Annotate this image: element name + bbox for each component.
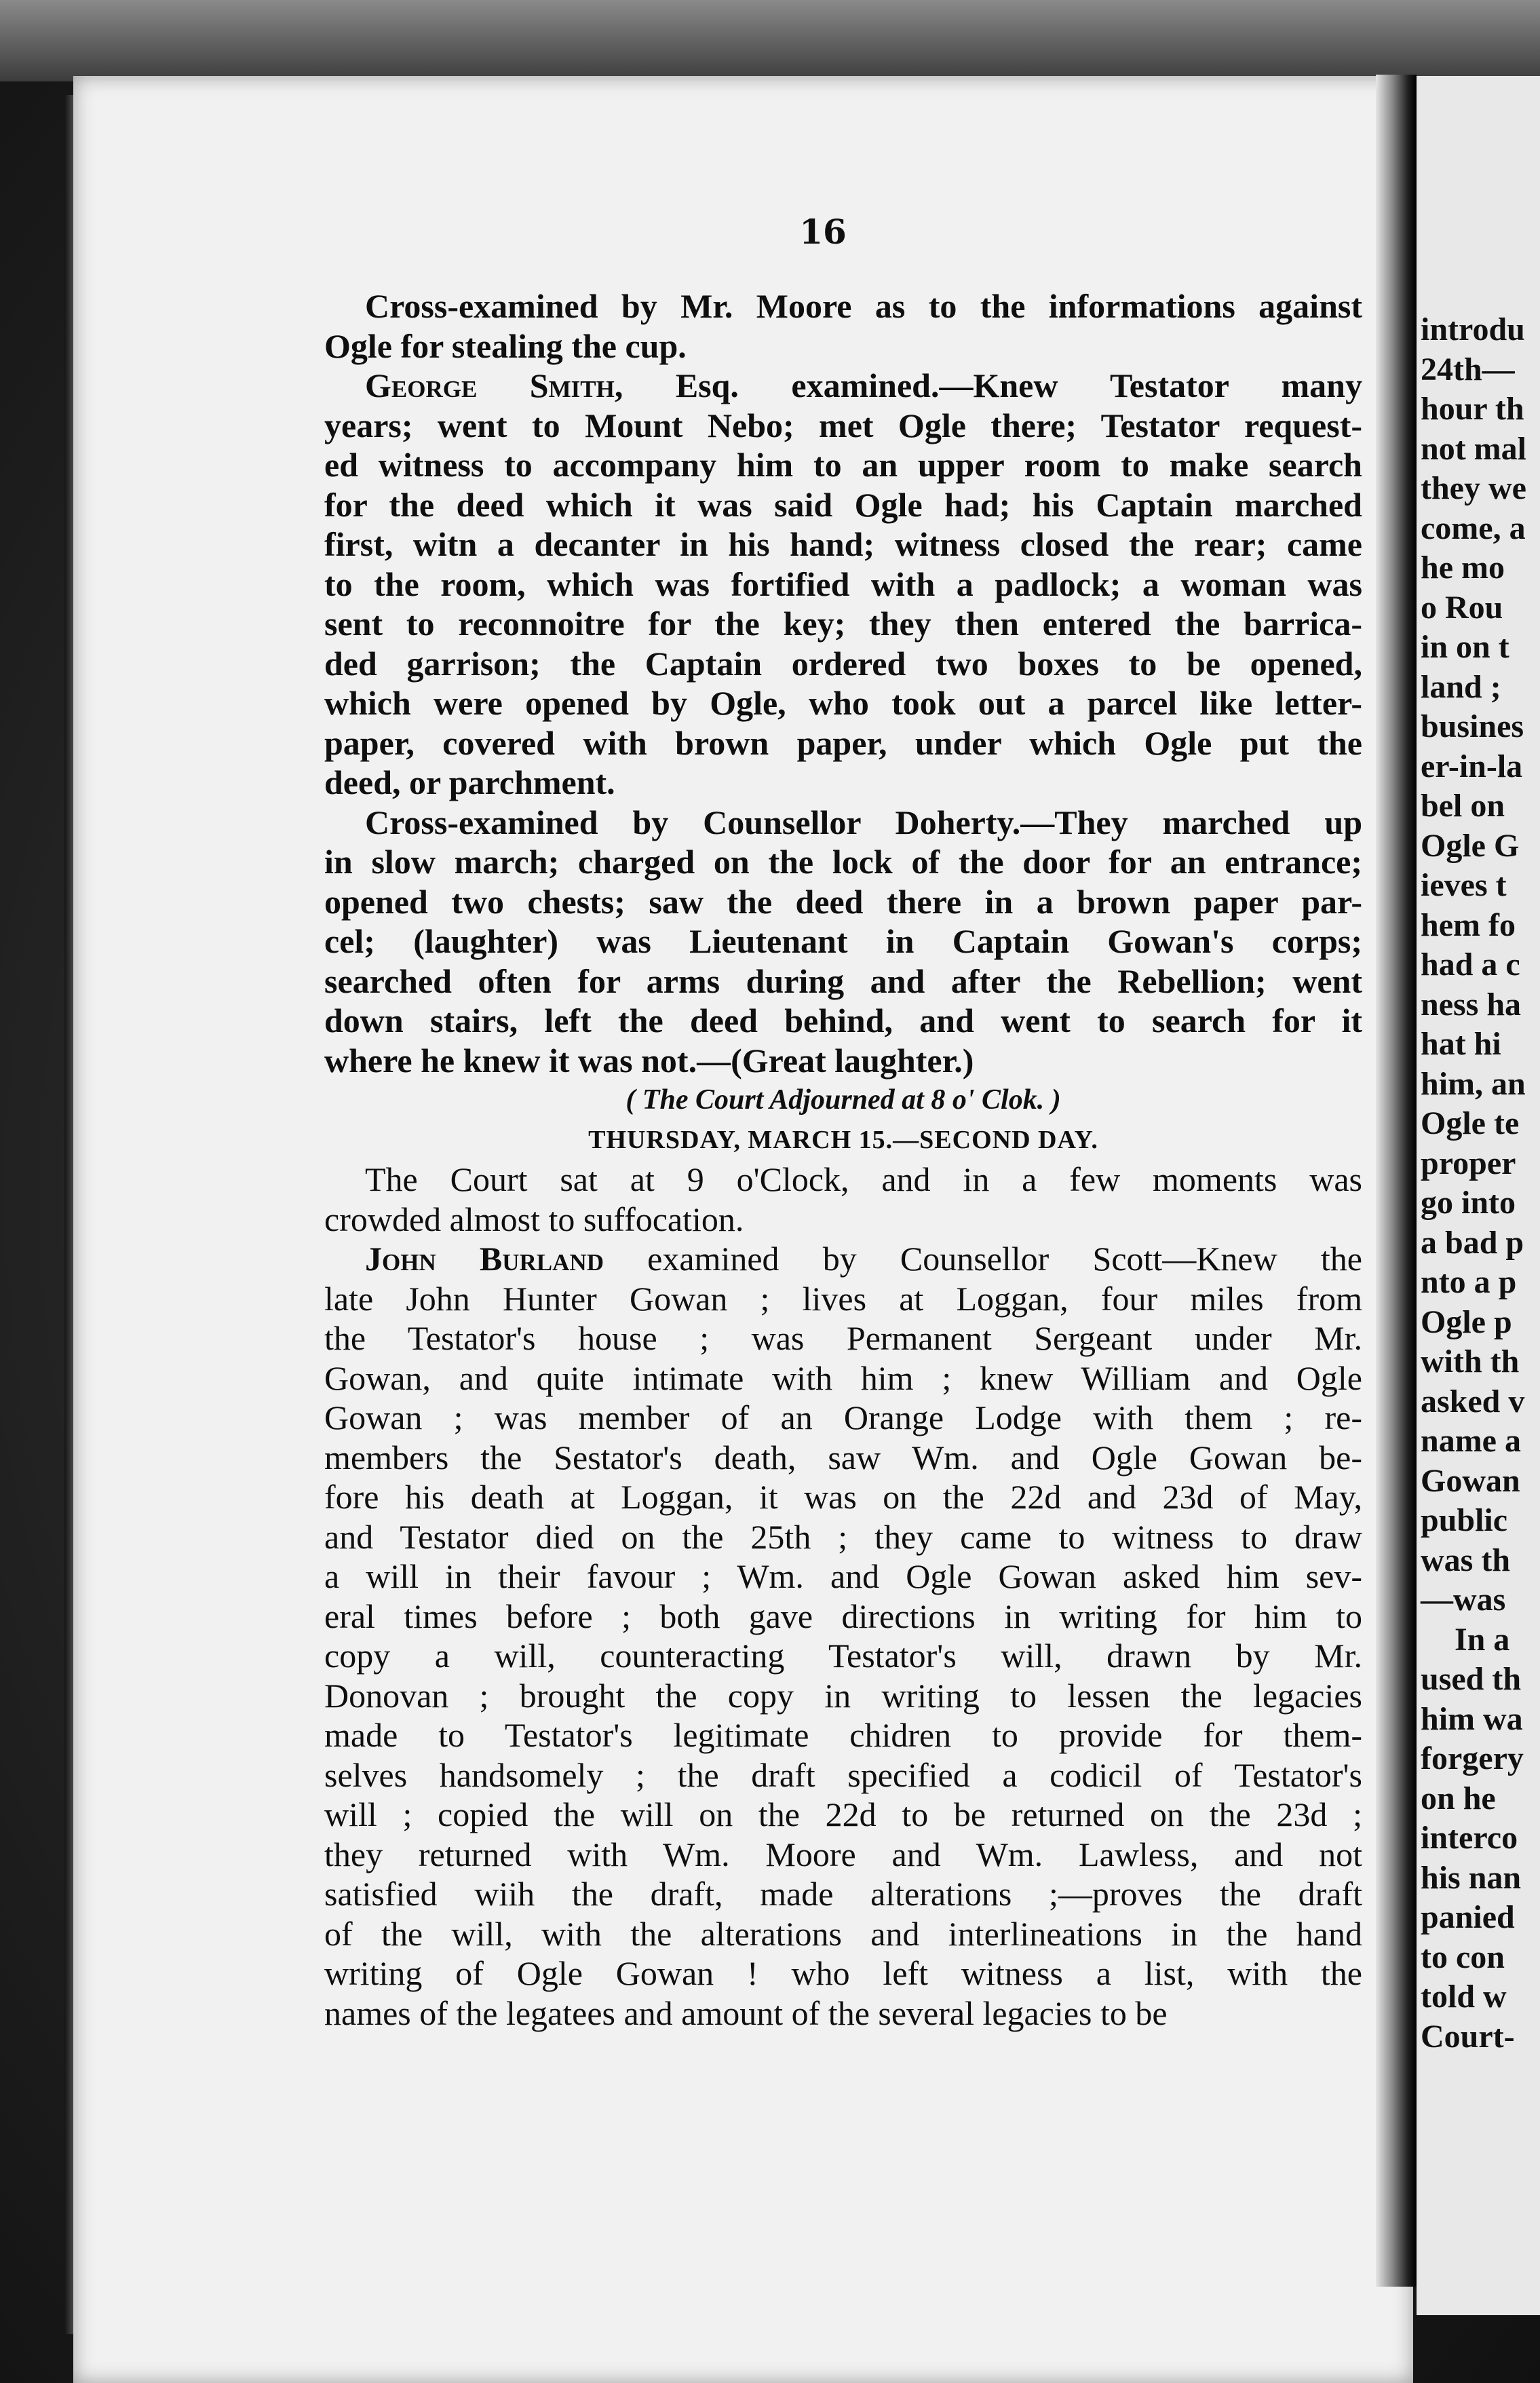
page-gutter — [1376, 75, 1417, 2287]
facing-line: Ogle te — [1421, 1105, 1520, 1141]
facing-line: busines — [1421, 708, 1524, 744]
text-line — [324, 1041, 1362, 1081]
facing-line: er-in-la — [1421, 748, 1523, 784]
line-text: Donovan ; brought the copy in writing to lessen the legacies — [324, 1676, 1362, 1715]
line-text: ed witness to accompany him to an upper room to make search — [324, 446, 1362, 484]
facing-line: Ogle p — [1421, 1303, 1512, 1340]
line-text: paper, covered with brown paper, under which Ogle put the — [324, 723, 1362, 762]
line-text: The Court sat at 9 o'Clock, and in a few moments was — [365, 1160, 1362, 1198]
text-line — [324, 1200, 1362, 1240]
text-line — [324, 1715, 1362, 1755]
line-text: Gowan ; was member of an Orange Lodge with them ; re- — [324, 1398, 1362, 1436]
line-text: where he knew it was not.—(Great laughter.) — [324, 1041, 974, 1080]
text-line — [324, 803, 1362, 843]
facing-line: —was — [1421, 1582, 1506, 1618]
paragraph-p7 — [324, 1239, 1362, 2033]
text-line — [324, 445, 1362, 485]
line-text: in slow march; charged on the lock of the door for an entrance; — [324, 843, 1362, 881]
text-line — [324, 723, 1362, 763]
text-line — [324, 1557, 1362, 1597]
facing-page — [1417, 76, 1540, 2315]
text-line — [324, 1398, 1362, 1438]
text-line — [324, 1953, 1362, 1994]
text-line — [324, 1318, 1362, 1358]
facing-page-text — [1421, 310, 1540, 2057]
line-text: members the Sestator's death, saw Wm. and Ogle Gowan be- — [324, 1438, 1362, 1476]
line-text: the Testator's house ; was Permanent Sergeant under Mr. — [324, 1319, 1362, 1357]
line-text: Gowan, and quite intimate with him ; knew William and Ogle — [324, 1358, 1362, 1397]
facing-line: in on t — [1421, 629, 1509, 665]
facing-line: Court- — [1421, 2018, 1515, 2055]
paragraph-p2 — [324, 366, 1362, 803]
text-line — [324, 1001, 1362, 1041]
line-text: satisfied wiih the draft, made alterations ;—proves the draft — [324, 1875, 1362, 1913]
facing-line: introdu — [1421, 311, 1525, 347]
facing-line: hour th — [1421, 391, 1524, 427]
witness-name: George Smith, — [365, 366, 623, 404]
text-line — [324, 366, 1362, 406]
text-line — [324, 1636, 1362, 1676]
text-line — [324, 882, 1362, 922]
facing-line: panied — [1421, 1899, 1515, 1935]
facing-line: ieves t — [1421, 867, 1507, 903]
facing-line: with th — [1421, 1343, 1520, 1379]
line-text: deed, or parchment. — [324, 763, 615, 801]
line-text: Esq. examined.—Knew Testator many — [623, 366, 1362, 404]
facing-line: interco — [1421, 1820, 1518, 1856]
facing-line: hat hi — [1421, 1026, 1501, 1062]
line-text: down stairs, left the deed behind, and went to search for it — [324, 1002, 1362, 1040]
text-line — [324, 1835, 1362, 1875]
facing-line: asked v — [1421, 1383, 1525, 1419]
facing-line: used th — [1421, 1661, 1522, 1697]
paragraph-p1 — [324, 286, 1362, 366]
facing-line: to con — [1421, 1939, 1505, 1975]
line-text: will ; copied the will on the 22d to be returned on the 23d ; — [324, 1795, 1362, 1833]
text-line — [324, 604, 1362, 644]
facing-line: o Rou — [1421, 589, 1503, 626]
text-line — [324, 1914, 1362, 1954]
line-text: crowded almost to suffocation. — [324, 1200, 744, 1238]
adjournment-note: ( The Court Adjourned at 8 o' Clok. ) — [625, 1084, 1061, 1116]
facing-line: proper — [1421, 1145, 1516, 1181]
facing-line: hem fo — [1421, 907, 1516, 943]
page-number: 16 — [799, 212, 847, 252]
line-text: names of the legatees and amount of the several legacies to be — [324, 1994, 1168, 2032]
facing-line: told w — [1421, 1979, 1507, 2015]
text-line — [324, 644, 1362, 684]
facing-line: Ogle G — [1421, 827, 1520, 864]
text-line — [324, 1676, 1362, 1716]
line-text: searched often for arms during and after the Rebellion; went — [324, 961, 1362, 1000]
text-line — [324, 1279, 1362, 1319]
paragraph-p6 — [324, 1160, 1362, 1239]
paragraph-p4 — [324, 1080, 1362, 1120]
scan-top-band — [0, 0, 1540, 81]
text-line — [324, 1874, 1362, 1914]
line-text: made to Testator's legitimate chidren to provide for them- — [324, 1716, 1362, 1754]
text-line — [324, 961, 1362, 1002]
line-text: Cross-examined by Counsellor Doherty.—They marched up — [365, 803, 1362, 841]
line-text: sent to reconnoitre for the key; they then entered the barrica- — [324, 605, 1362, 643]
paragraph-p3 — [324, 803, 1362, 1081]
text-line — [324, 406, 1362, 446]
facing-line: his nan — [1421, 1859, 1522, 1896]
witness-name: John Burland — [365, 1240, 604, 1278]
facing-line: ness ha — [1421, 986, 1522, 1023]
facing-line: had a c — [1421, 947, 1520, 983]
facing-line: him, an — [1421, 1065, 1526, 1102]
paragraph-p5 — [324, 1120, 1362, 1160]
line-text: late John Hunter Gowan ; lives at Loggan, four miles from — [324, 1279, 1362, 1318]
section-heading: THURSDAY, MARCH 15.—SECOND DAY. — [588, 1125, 1098, 1154]
line-text: writing of Ogle Gowan ! who left witness a list, with the — [324, 1954, 1362, 1992]
facing-line: public — [1421, 1502, 1508, 1538]
line-text: they returned with Wm. Moore and Wm. Lawless, and not — [324, 1835, 1362, 1873]
text-line — [324, 525, 1362, 565]
text-line — [324, 1994, 1362, 2034]
line-text: first, witn a decanter in his hand; witness closed the rear; came — [324, 525, 1362, 563]
facing-line: go into — [1421, 1185, 1516, 1221]
line-text: eral times before ; both gave directions in writing for him to — [324, 1597, 1362, 1635]
text-line — [324, 1795, 1362, 1835]
facing-line: he mo — [1421, 550, 1505, 586]
text-line — [324, 1160, 1362, 1200]
page-content — [324, 212, 1362, 2033]
facing-line: on he — [1421, 1780, 1496, 1816]
line-text: for the deed which it was said Ogle had; his Captain marched — [324, 485, 1362, 524]
line-text: years; went to Mount Nebo; met Ogle there; Testator request- — [324, 406, 1362, 444]
line-text: Ogle for stealing the cup. — [324, 326, 687, 365]
facing-line: 24th— — [1421, 351, 1515, 387]
body-text — [324, 286, 1362, 2033]
facing-line: In a — [1455, 1621, 1510, 1658]
line-text: copy a will, counteracting Testator's will, drawn by Mr. — [324, 1637, 1362, 1675]
facing-line: nto a p — [1421, 1264, 1517, 1300]
text-line — [324, 1755, 1362, 1795]
line-text: fore his death at Loggan, it was on the 22d and 23d of May, — [324, 1478, 1362, 1516]
line-text: of the will, with the alterations and interlineations in the hand — [324, 1914, 1362, 1953]
line-text: ded garrison; the Captain ordered two boxes to be opened, — [324, 644, 1362, 683]
facing-line: bel on — [1421, 788, 1505, 824]
text-line — [324, 1597, 1362, 1637]
text-line — [324, 921, 1362, 961]
text-line — [324, 1477, 1362, 1517]
line-text: a will in their favour ; Wm. and Ogle Gowan asked him sev- — [324, 1557, 1362, 1595]
text-line — [324, 565, 1362, 605]
facing-line: him wa — [1421, 1700, 1523, 1737]
line-text: Cross-examined by Mr. Moore as to the informations against — [365, 287, 1362, 325]
text-line — [324, 842, 1362, 882]
line-text: opened two chests; saw the deed there in a brown paper par- — [324, 882, 1362, 921]
facing-line: come, a — [1421, 510, 1526, 546]
text-line — [324, 485, 1362, 525]
text-line — [324, 1239, 1362, 1279]
text-line — [324, 1517, 1362, 1557]
text-line — [324, 763, 1362, 803]
text-line — [324, 286, 1362, 326]
line-text: to the room, which was fortified with a padlock; a woman was — [324, 565, 1362, 603]
facing-line: not mal — [1421, 430, 1526, 467]
line-text: cel; (laughter) was Lieutenant in Captain Gowan's corps; — [324, 922, 1362, 960]
facing-line: Gowan — [1421, 1462, 1520, 1499]
facing-line: name a — [1421, 1423, 1521, 1459]
facing-line: forgery — [1421, 1740, 1524, 1776]
facing-line: was th — [1421, 1542, 1511, 1578]
line-text: selves handsomely ; the draft specified a codicil of Testator's — [324, 1755, 1362, 1794]
facing-line: they we — [1421, 470, 1526, 506]
text-line — [324, 1358, 1362, 1398]
line-text: and Testator died on the 25th ; they came to witness to draw — [324, 1517, 1362, 1556]
text-line — [324, 326, 1362, 366]
text-line — [324, 1438, 1362, 1478]
line-text: examined by Counsellor Scott—Knew the — [603, 1240, 1362, 1278]
text-line — [324, 683, 1362, 723]
facing-line: land ; — [1421, 668, 1501, 705]
line-text: which were opened by Ogle, who took out a parcel like letter- — [324, 684, 1362, 722]
facing-line: a bad p — [1421, 1224, 1524, 1261]
